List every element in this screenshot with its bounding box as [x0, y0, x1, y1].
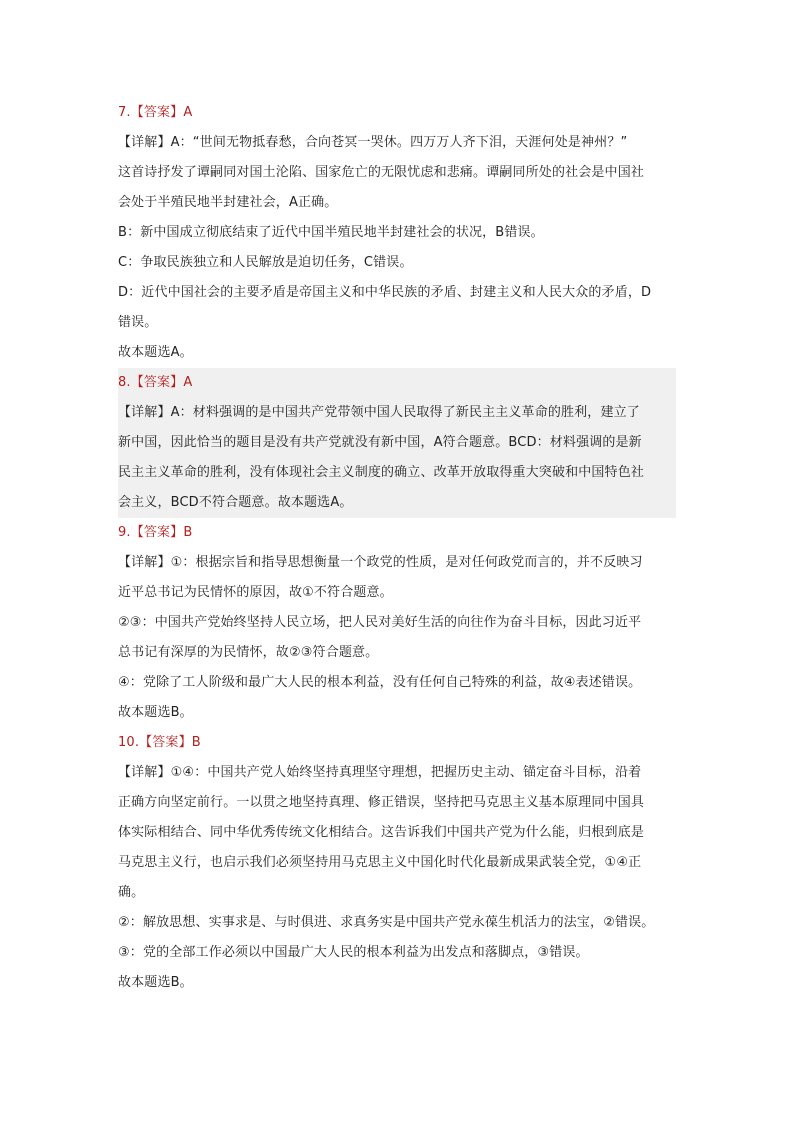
explanation-line: 【详解】A：“世间无物抵春愁，合向苍冥一哭休。四万万人齐下泪，天涯何处是神州？” [118, 135, 628, 150]
explanation-line: 【详解】A：材料强调的是中国共产党带领中国人民取得了新民主主义革命的胜利，建立了 [118, 405, 640, 420]
explanation-line: D：近代中国社会的主要矛盾是帝国主义和中华民族的矛盾、封建主义和人民大众的矛盾，D [118, 285, 652, 300]
explanation-line: 错误。 [118, 315, 158, 330]
answer-heading: 8.【答案】A [118, 375, 193, 390]
explanation-line: 故本题选B。 [118, 705, 193, 720]
question-7 [118, 98, 676, 368]
answer-heading: 9.【答案】B [118, 525, 193, 540]
explanation-line: 确。 [118, 885, 145, 900]
explanation-line: 故本题选A。 [118, 345, 193, 360]
explanation-line: 【详解】①④：中国共产党人始终坚持真理坚守理想，把握历史主动、锚定奋斗目标，沿着 [118, 765, 642, 780]
answer-heading: 10.【答案】B [118, 735, 201, 750]
answer-heading: 7.【答案】A [118, 105, 193, 120]
explanation-line: 会主义，BCD不符合题意。故本题选A。 [118, 495, 353, 510]
explanation-line: 总书记有深厚的为民情怀，故②③符合题意。 [118, 645, 379, 660]
explanation-line: C：争取民族独立和人民解放是迫切任务，C错误。 [118, 255, 413, 270]
explanation-line: ②：解放思想、实事求是、与时俱进、求真务实是中国共产党永葆生机活力的法宝，②错误。 [118, 915, 655, 930]
explanation-line: ④：党除了工人阶级和最广大人民的根本利益，没有任何自己特殊的利益，故④表述错误。 [118, 675, 642, 690]
explanation-line: 新中国，因此恰当的题目是没有共产党就没有新中国，A符合题意。BCD：材料强调的是新 [118, 435, 642, 450]
explanation-line: ③：党的全部工作必须以中国最广大人民的根本利益为出发点和落脚点，③错误。 [118, 945, 589, 960]
explanation-line: ②③：中国共产党始终坚持人民立场，把人民对美好生活的向往作为奋斗目标，因此习近平 [118, 615, 642, 630]
explanation-line: 【详解】①：根据宗旨和指导思想衡量一个政党的性质，是对任何政党而言的，并不反映习 [118, 555, 643, 570]
explanation-line: 马克思主义行，也启示我们必须坚持用马克思主义中国化时代化最新成果武装全党，①④正 [118, 855, 642, 870]
explanation-line: B：新中国成立彻底结束了近代中国半殖民地半封建社会的状况，B错误。 [118, 225, 544, 240]
question-8 [118, 368, 676, 518]
question-9 [118, 518, 676, 728]
explanation-line: 近平总书记为民情怀的原因，故①不符合题意。 [118, 585, 393, 600]
explanation-line: 民主主义革命的胜利，没有体现社会主义制度的确立、改革开放取得重大突破和中国特色社 [118, 465, 645, 480]
answer-explanations [118, 98, 676, 998]
explanation-line: 体实际相结合、同中华优秀传统文化相结合。这告诉我们中国共产党为什么能，归根到底是 [118, 825, 645, 840]
explanation-line: 故本题选B。 [118, 975, 193, 990]
explanation-line: 正确方向坚定前行。一以贯之地坚持真理、修正错误，坚持把马克思主义基本原理同中国具 [118, 795, 645, 810]
explanation-line: 这首诗抒发了谭嗣同对国土沦陷、国家危亡的无限忧虑和悲痛。谭嗣同所处的社会是中国社 [118, 165, 645, 180]
explanation-line: 会处于半殖民地半封建社会，A正确。 [118, 195, 338, 210]
question-10 [118, 728, 676, 998]
